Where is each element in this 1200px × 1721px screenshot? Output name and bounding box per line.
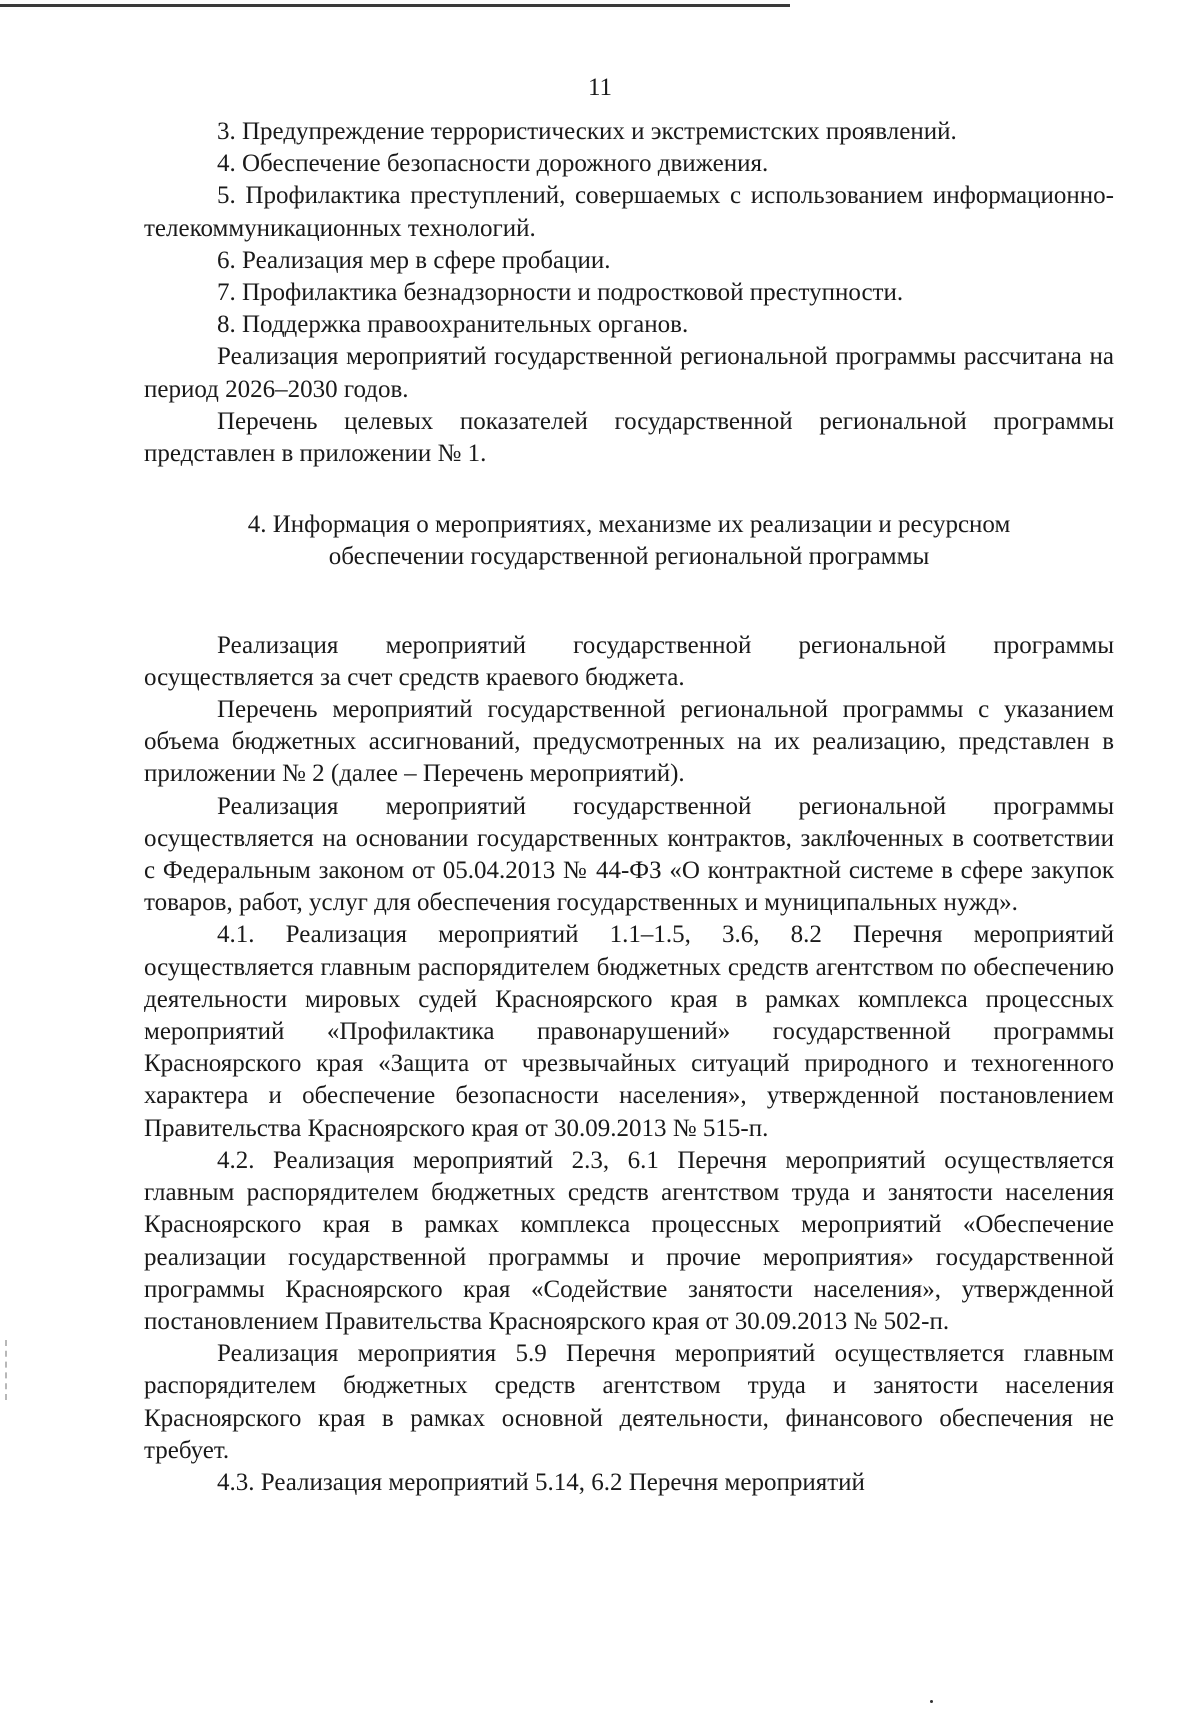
paragraph: Реализация мероприятий государственной региональной программы осуществляется за счет средств краевого бюджета. [144, 631, 1114, 691]
paragraph: Реализация мероприятий государственной региональной программы рассчитана на период 2026–2030 годов. [144, 343, 1114, 403]
section-heading-line: обеспечении государственной региональной программы [328, 543, 930, 571]
document-body [144, 116, 1114, 1499]
paragraph: Реализация мероприятия 5.9 Перечня мероприятий осуществляется главным распорядителем бюджетных средств агентством труда и занятости населения Красноярского края в рамках основной деятельности, финансового обеспечения не требует. [144, 1340, 1114, 1464]
paragraph: Перечень мероприятий государственной региональной программы с указанием объема бюджетных ассигнований, предусмотренных на их реализацию, представлен в приложении № 2 (далее – Перечень мероприятий). [144, 696, 1114, 788]
paragraph: 4.2. Реализация мероприятий 2.3, 6.1 Перечня мероприятий осуществляется главным распорядителем бюджетных средств агентством труда и занятости населения Красноярского края в рамках комплекса процессных мероприятий «Обеспечение реализации государственной программы и прочие мероприятия» государственной программы Красноярского края «Содействие занятости населения», утвержденной постановлением Правительства Красноярского края от 30.09.2013 № 502-п. [144, 1146, 1114, 1335]
scan-edge-mark [5, 1340, 9, 1400]
list-item: 7. Профилактика безнадзорности и подростковой преступности. [217, 279, 904, 307]
list-item: 4. Обеспечение безопасности дорожного движения. [217, 150, 769, 178]
paragraph: 4.1. Реализация мероприятий 1.1–1.5, 3.6, 8.2 Перечня мероприятий осуществляется главным распорядителем бюджетных средств агентством по обеспечению деятельности мировых судей Красноярского края в рамках комплекса процессных мероприятий «Профилактика правонарушений» государственной программы Красноярского края «Защита от чрезвычайных ситуаций природного и техногенного характера и обеспечение безопасности населения», утвержденной постановлением Правительства Красноярского края от 30.09.2013 № 515-п. [144, 921, 1114, 1142]
list-item: 8. Поддержка правоохранительных органов. [217, 311, 689, 339]
list-item: 5. Профилактика преступлений, совершаемых с использованием информационно-телекоммуникационных технологий. [144, 182, 1114, 242]
scan-top-rule [0, 4, 790, 7]
paragraph: Перечень целевых показателей государственной региональной программы представлен в приложении № 1. [144, 407, 1114, 468]
section-heading-line: 4. Информация о мероприятиях, механизме их реализации и ресурсном [247, 511, 1011, 539]
section-heading [144, 509, 1114, 573]
list-item: 3. Предупреждение террористических и экстремистских проявлений. [217, 118, 957, 145]
page-number: 11 [587, 74, 613, 101]
list-item: 6. Реализация мер в сфере пробации. [217, 246, 611, 274]
paragraph: 4.3. Реализация мероприятий 5.14, 6.2 Перечня мероприятий [217, 1468, 865, 1496]
scan-speck [930, 1700, 933, 1703]
paragraph: Реализация мероприятий государственной региональной программы осуществляется на основании государственных контрактов, заключенных в соответствии с Федеральным законом от 05.04.2013 № 44-ФЗ «О контрактной системе в сфере закупок товаров, работ, услуг для обеспечения государственных и муниципальных нужд». [144, 792, 1114, 917]
